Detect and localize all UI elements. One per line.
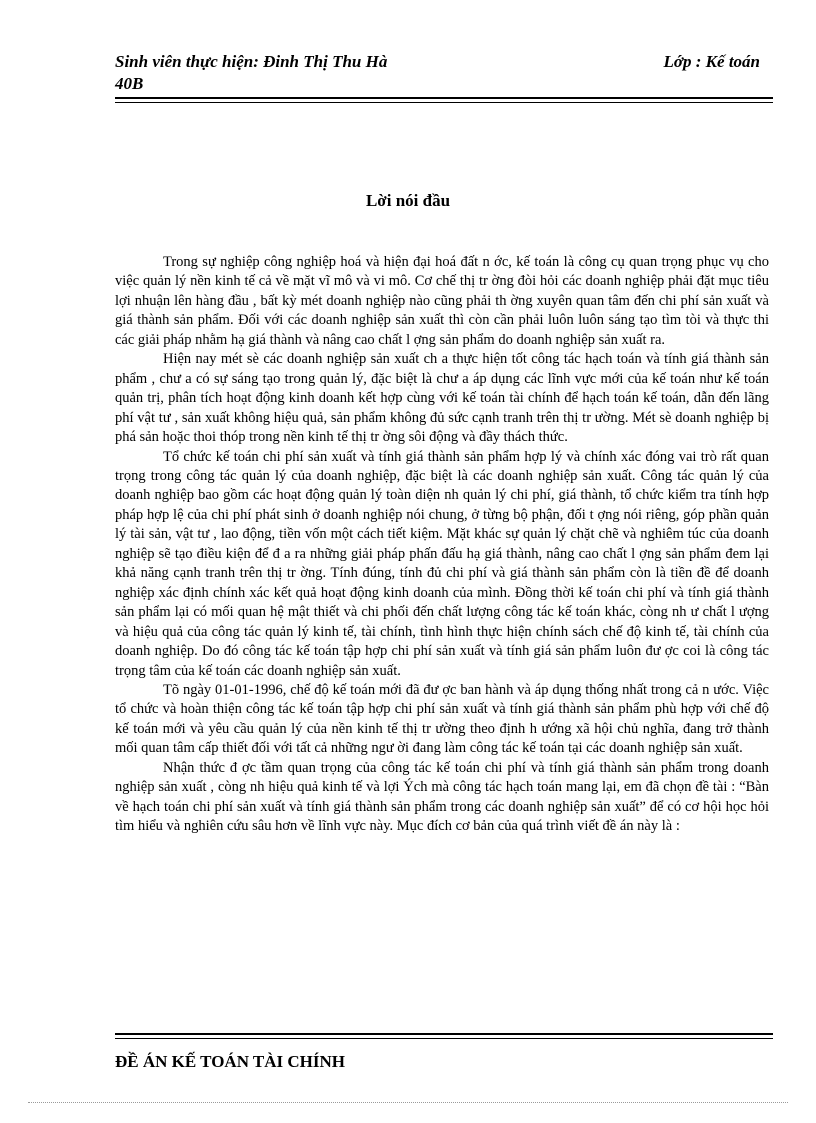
page-footer: ĐỀ ÁN KẾ TOÁN TÀI CHÍNH bbox=[115, 1052, 346, 1071]
paragraph: Trong sự nghiệp công nghiệp hoá và hiện đại hoá đất n ớc, kế toán là công cụ quan trọng phục vụ cho việc quản lý nền kinh tế cả về mặt vĩ mô và vi mô. Cơ chế thị tr ờng đòi hỏi các doanh nghiệp phải đặt mục tiêu lợi nhuận lên hàng đầu , bất kỳ mét doanh nghiệp nào cũng phải th ờng xuyên quan tâm đến chi phí sản xuất và giá thành sản phẩm. Đối với các doanh nghiệp sản xuất thì còn cần phải luôn luôn sáng tạo tìm tòi và thực thi các giải pháp nhằm hạ giá thành và nâng cao chất l ợng sản phẩm do doanh nghiệp sản xuất ra. bbox=[115, 254, 769, 348]
header-divider bbox=[115, 97, 773, 103]
paragraph: Tõ ngày 01-01-1996, chế độ kế toán mới đã đư ợc ban hành và áp dụng thống nhất trong cả n ước. Việc tổ chức và hoàn thiện công tác kế toán tập hợp chi phí sản xuất và tính giá thành sản phẩm phù hợp với chế độ kế toán mới và yêu cầu quản lý của nền kinh tế thị tr ường theo định h ướng xã hội chủ nghĩa, đang trở thành mối quan tâm cấp thiết đối với tất cả những ngư ời đang làm công tác kế toán tại các doanh nghiệp sản xuất. bbox=[115, 681, 769, 757]
paragraph: Nhận thức đ ợc tầm quan trọng của công tác kế toán chi phí và tính giá thành sản phẩm trong doanh nghiệp sản xuất , còng nh hiệu quả kinh tế và lợi Ých mà công tác hạch toán mang lại, em đã chọn đề tài : “Bàn về hạch toán chi phí sản xuất và tính giá thành sản phẩm trong các doanh nghiệp sản xuất” để có cơ hội học hỏi tìm hiểu và nghiên cứu sâu hơn về lĩnh vực này. Mục đích cơ bản của quá trình viết đề án này là : bbox=[115, 759, 769, 835]
paragraph: Hiện nay mét sè các doanh nghiệp sản xuất ch a thực hiện tốt công tác hạch toán và tính giá thành sản phẩm , chư a có sự sáng tạo trong quản lý, đặc biệt là chư a áp dụng các lĩnh vực mới của kế toán như kế toán quản trị, phân tích hoạt động kinh doanh kết hợp cùng với kế toán tài chính để hạch toán kế toán, dẫn đến lãng phí vật tư , sản xuất không hiệu quả, sản phẩm không đủ sức cạnh tranh trên thị tr ường. Mét sè doanh nghiệp bị phá sản hoặc thoi thóp trong nền kinh tế thị tr ờng sôi động và đầy thách thức. bbox=[115, 351, 769, 446]
paragraph: Tổ chức kế toán chi phí sản xuất và tính giá thành sản phẩm hợp lý và chính xác đóng vai trò rất quan trọng trong công tác quản lý của doanh nghiệp, đặc biệt là các doanh nghiệp sản xuất. Công tác quản lý của doanh nghiệp bao gồm các hoạt động quản lý toàn diện nh quản lý chi phí, giá thành, tổ chức kiểm tra tính hợp pháp hợp lệ của chi phí phát sinh ở doanh nghiệp nói chung, ở từng bộ phận, đối t ợng nói riêng, góp phần quản lý tài sản, vật tư , lao động, tiền vốn một cách tiết kiệm. Mặt khác sự quản lý chặt chẽ và nghiêm túc của doanh nghiệp sẽ tạo điều kiện để đ a ra những giải pháp phấn đấu hạ giá thành, nâng cao chất l ợng sản phẩm đem lại khả năng cạnh tranh trên thị tr ờng. Tính đúng, tính đủ chi phí và giá thành sản phẩm còn là tiền đề để doanh nghiệp xác định chính xác kết quả hoạt động kinh doanh của mình. Đồng thời kế toán chi phí và tính giá thành sản phẩm lại có mối quan hệ mật thiết và chi phối đến chất lượng công tác kế toán khác, còng nh ư chất l ượng và hiệu quả của công tác quản lý kinh tế, tài chính, tình hình thực hiện chính sách chế độ kinh tế, tài chính của doanh nghiệp. Do đó công tác kế toán tập hợp chi phí sản xuất và tính giá sản phẩm luôn đư ợc coi là công tác trọng tâm của kế toán các doanh nghiệp sản xuất. bbox=[115, 448, 769, 679]
footer-divider bbox=[115, 1033, 773, 1039]
class-label: Lớp : Kế toán bbox=[663, 52, 760, 71]
page-bottom-dotted-line bbox=[28, 1102, 788, 1103]
page-title: Lời nói đầu bbox=[365, 191, 451, 210]
class-label-continued: 40B bbox=[115, 74, 144, 93]
student-name: Sinh viên thực hiện: Đinh Thị Thu Hà bbox=[115, 52, 388, 71]
body-text bbox=[115, 253, 769, 837]
